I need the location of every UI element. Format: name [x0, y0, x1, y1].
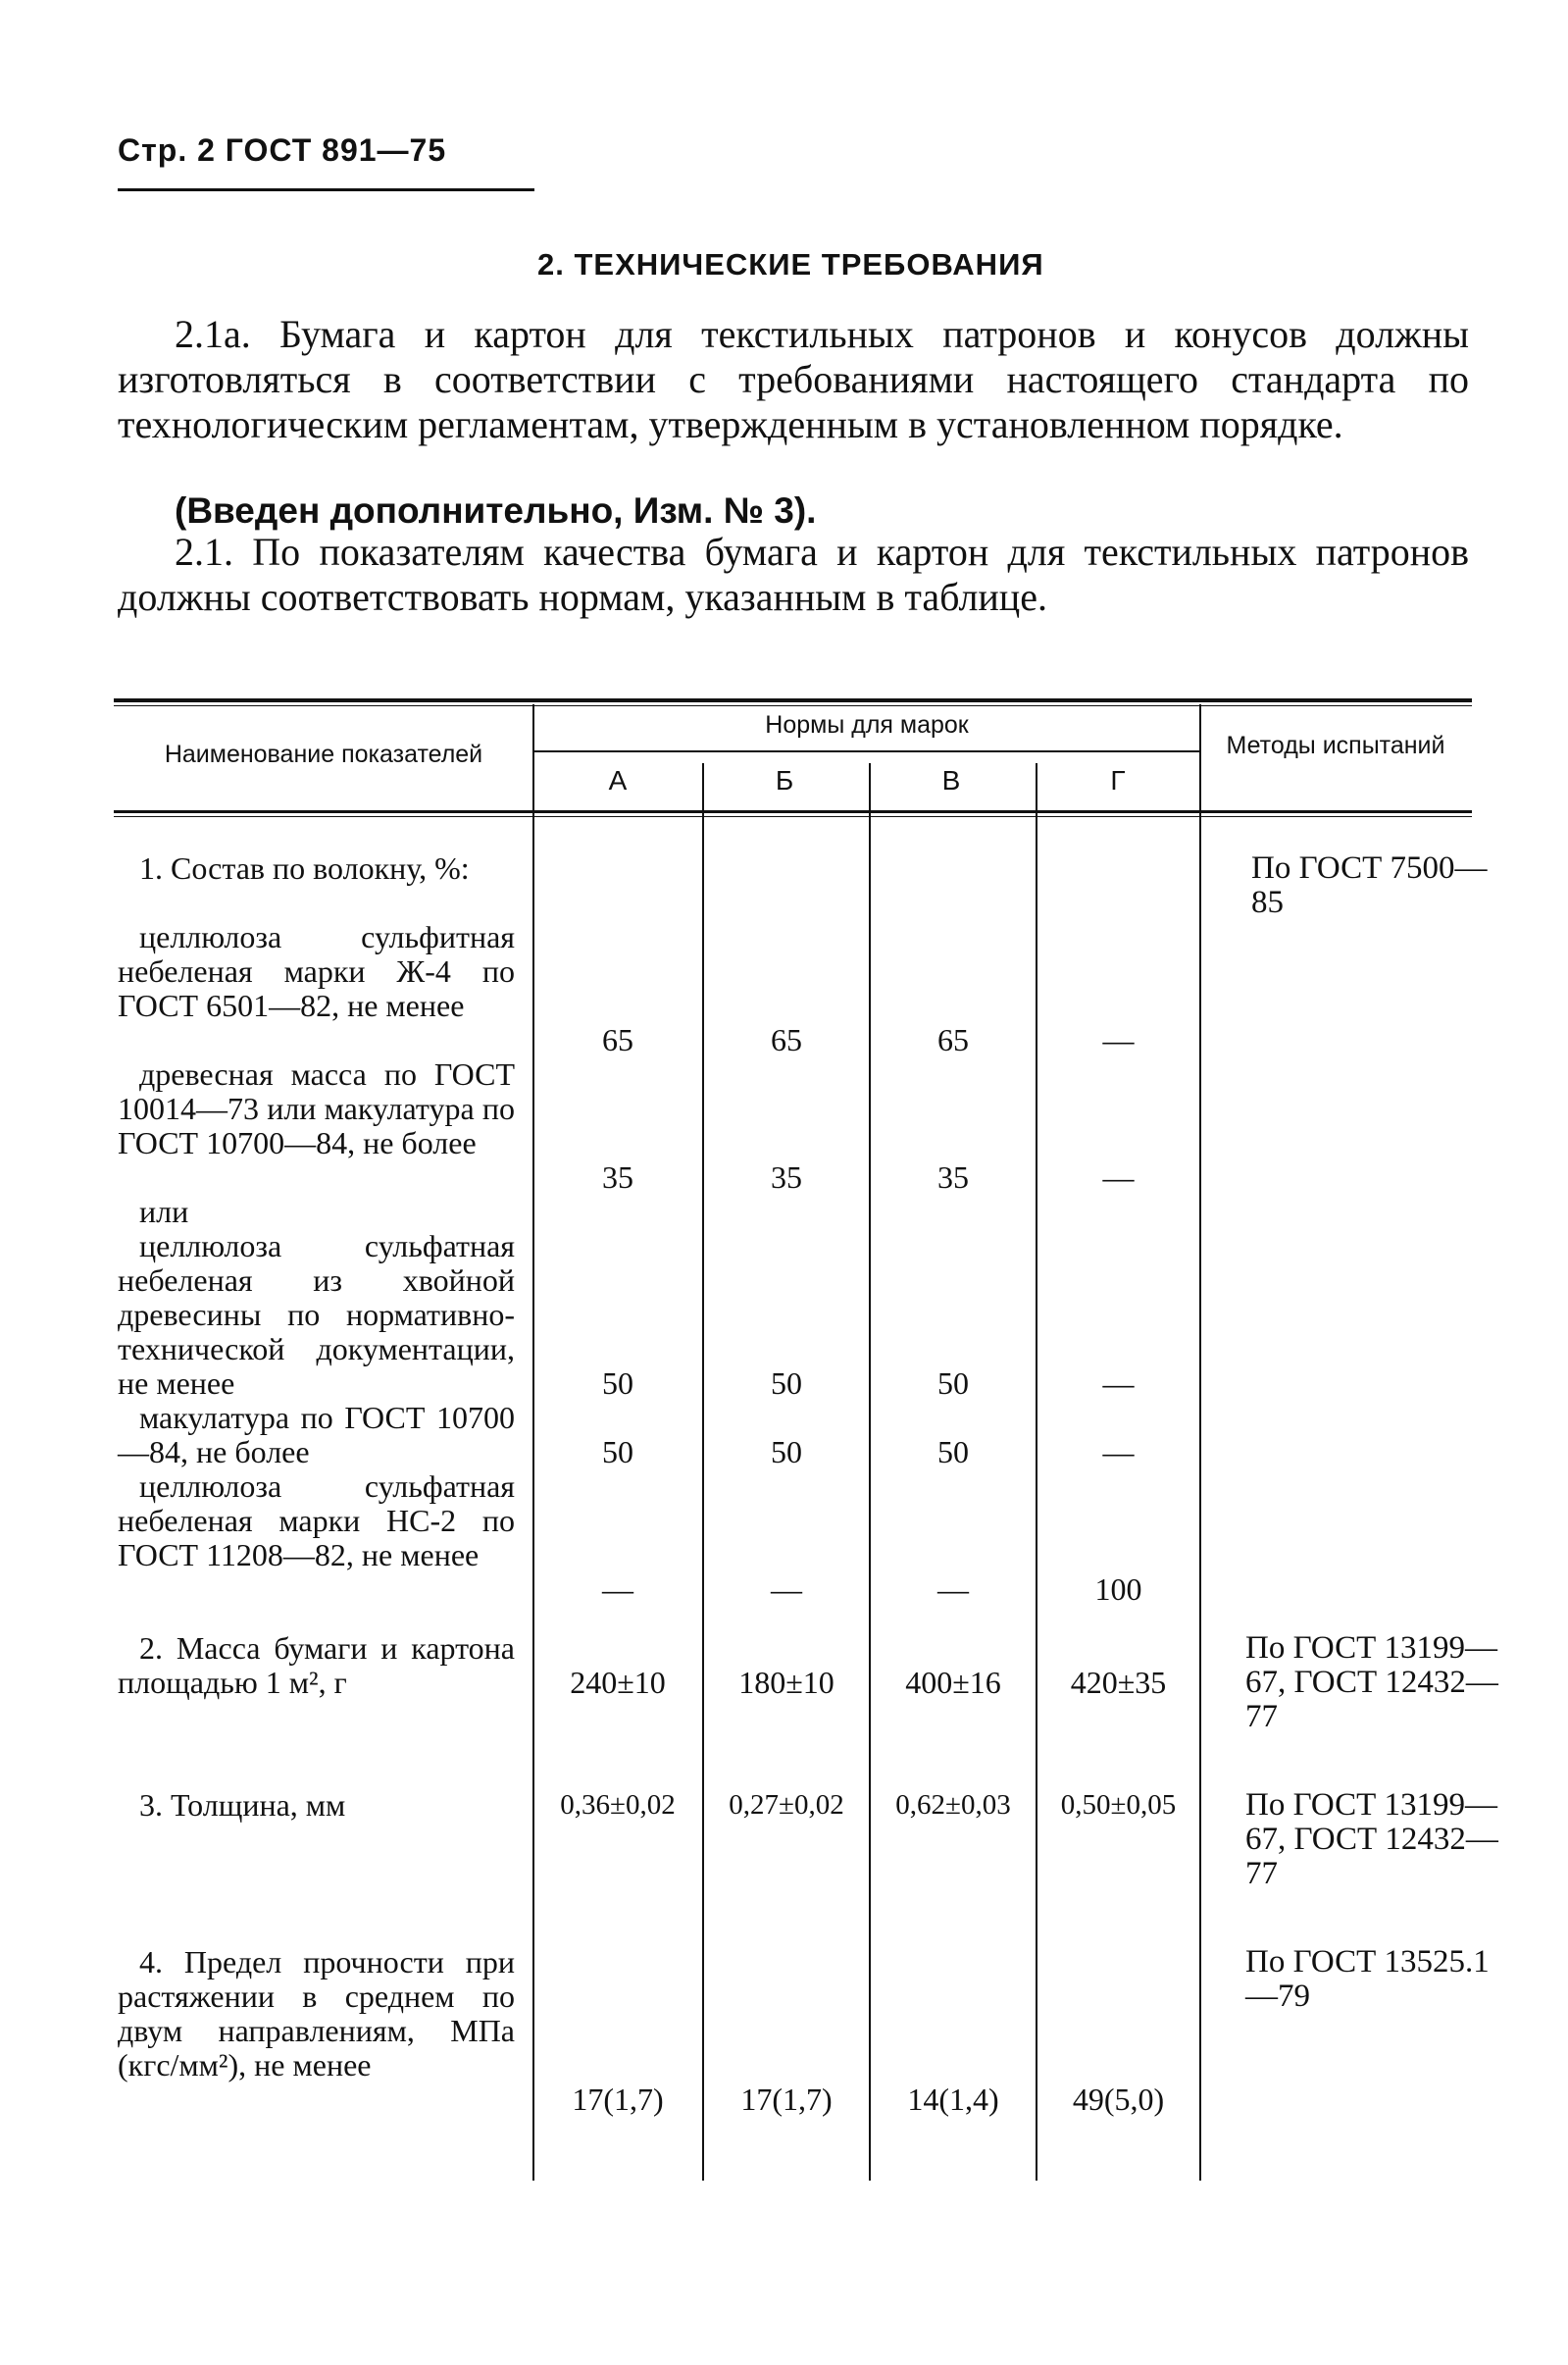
header-norms: Нормы для марок: [765, 711, 969, 739]
column-divider-v-g: [1036, 763, 1037, 2181]
header-rule: [118, 188, 534, 191]
header-grade-v: В: [941, 765, 961, 796]
row3-value-a: 0,36±0,02: [560, 1789, 676, 1821]
row1-title: [118, 851, 515, 886]
row1c-label: [118, 1229, 515, 1401]
row4-value-v: 14(1,4): [907, 2082, 999, 2117]
row1b-value-g: —: [1102, 1159, 1135, 1195]
row1c-value-b: 50: [771, 1365, 802, 1401]
header-grade-b: Б: [775, 765, 794, 796]
row1e-value-v: —: [937, 1571, 969, 1607]
row2-value-b: 180±10: [738, 1665, 835, 1700]
row4-method: По ГОСТ 13525.1—79: [1245, 1944, 1490, 2014]
row1-title-text: 1. Состав по волокну, %:: [139, 850, 470, 886]
page-header: Стр. 2 ГОСТ 891—75: [118, 132, 447, 168]
row1-or-text: или: [139, 1194, 189, 1229]
header-bottom-rule-thin: [114, 816, 1472, 817]
header-indicator: Наименование показателей: [164, 741, 483, 768]
row1c-label-text: целлюлоза сульфатная небеленая из хвойной древесины по нормативно-технической документации, не менее: [118, 1228, 515, 1401]
row3-method: По ГОСТ 13199—67, ГОСТ 12432—77: [1245, 1787, 1498, 1891]
row2-value-a: 240±10: [570, 1665, 666, 1700]
paragraph-2-1a: [118, 312, 1469, 447]
row1b-label: [118, 1057, 515, 1160]
row1a-label: [118, 920, 515, 1023]
column-divider-a-b: [702, 763, 704, 2181]
row1c-value-a: 50: [602, 1365, 633, 1401]
row1b-value-a: 35: [602, 1159, 633, 1195]
norms-subheader-rule: [534, 750, 1199, 752]
row1a-value-b: 65: [771, 1022, 802, 1057]
row2-value-g: 420±35: [1070, 1665, 1167, 1700]
row1b-value-b: 35: [771, 1159, 802, 1195]
paragraph-2-1a-text: 2.1а. Бумага и картон для текстильных патронов и конусов должны изготовляться в соответствии с требованиями настоящего стандарта по технологическим регламентам, утвержденным в установленном порядке.: [118, 312, 1469, 446]
row1e-label-text: целлюлоза сульфатная небеленая марки НС-2 по ГОСТ 11208—82, не менее: [118, 1468, 515, 1572]
row2-method: По ГОСТ 13199—67, ГОСТ 12432—77: [1245, 1630, 1498, 1734]
table-top-rule-thin: [114, 705, 1472, 706]
row1a-value-g: —: [1102, 1022, 1135, 1057]
row1e-value-a: —: [602, 1571, 633, 1607]
section-title: 2. ТЕХНИЧЕСКИЕ ТРЕБОВАНИЯ: [537, 247, 1044, 282]
row1d-label: [118, 1401, 515, 1469]
table-top-rule: [114, 698, 1472, 702]
paragraph-amendment-text: (Введен дополнительно, Изм. № 3).: [175, 490, 817, 531]
row1-or: [118, 1195, 515, 1229]
row2-label-text: 2. Масса бумаги и картона площадью 1 м², г: [118, 1630, 515, 1700]
row3-value-b: 0,27±0,02: [729, 1789, 844, 1821]
row1a-value-v: 65: [937, 1022, 969, 1057]
row4-value-b: 17(1,7): [740, 2082, 833, 2117]
row1e-value-g: 100: [1094, 1571, 1142, 1607]
row4-label: [118, 1945, 515, 2082]
row1a-label-text: целлюлоза сульфитная небеленая марки Ж-4 по ГОСТ 6501—82, не менее: [118, 919, 515, 1023]
paragraph-2-1: [118, 530, 1469, 620]
row2-value-v: 400±16: [905, 1665, 1001, 1700]
row3-label: [118, 1788, 515, 1823]
row1d-value-a: 50: [602, 1434, 633, 1469]
row1d-label-text: макулатура по ГОСТ 10700—84, не более: [118, 1400, 515, 1469]
row1a-value-a: 65: [602, 1022, 633, 1057]
row3-label-text: 3. Толщина, мм: [139, 1787, 346, 1823]
row1c-value-g: —: [1102, 1365, 1135, 1401]
row4-label-text: 4. Предел прочности при растяжении в среднем по двум направлениям, МПа (кгс/мм²), не менее: [118, 1944, 515, 2082]
row4-value-g: 49(5,0): [1072, 2082, 1165, 2117]
row4-value-a: 17(1,7): [572, 2082, 664, 2117]
paragraph-2-1-text: 2.1. По показателям качества бумага и картон для текстильных патронов должны соответствовать нормам, указанным в таблице.: [118, 530, 1469, 619]
column-divider-methods: [1199, 704, 1201, 2181]
column-divider-b-v: [869, 763, 871, 2181]
row3-value-v: 0,62±0,03: [895, 1789, 1011, 1821]
header-grade-a: А: [608, 765, 628, 796]
row1e-label: [118, 1469, 515, 1572]
header-grade-g: Г: [1110, 765, 1126, 796]
header-methods: Методы испытаний: [1226, 732, 1445, 759]
row1b-label-text: древесная масса по ГОСТ 10014—73 или макулатура по ГОСТ 10700—84, не более: [118, 1056, 515, 1160]
row3-value-g: 0,50±0,05: [1060, 1789, 1177, 1821]
row1b-value-v: 35: [937, 1159, 969, 1195]
row1d-value-v: 50: [937, 1434, 969, 1469]
header-bottom-rule: [114, 810, 1472, 813]
row1c-value-v: 50: [937, 1365, 969, 1401]
row1e-value-b: —: [771, 1571, 802, 1607]
row1d-value-g: —: [1102, 1434, 1135, 1469]
row1d-value-b: 50: [771, 1434, 802, 1469]
row1-method: По ГОСТ 7500—85: [1251, 850, 1488, 920]
row2-label: [118, 1631, 515, 1700]
paragraph-amendment: [118, 488, 1469, 534]
